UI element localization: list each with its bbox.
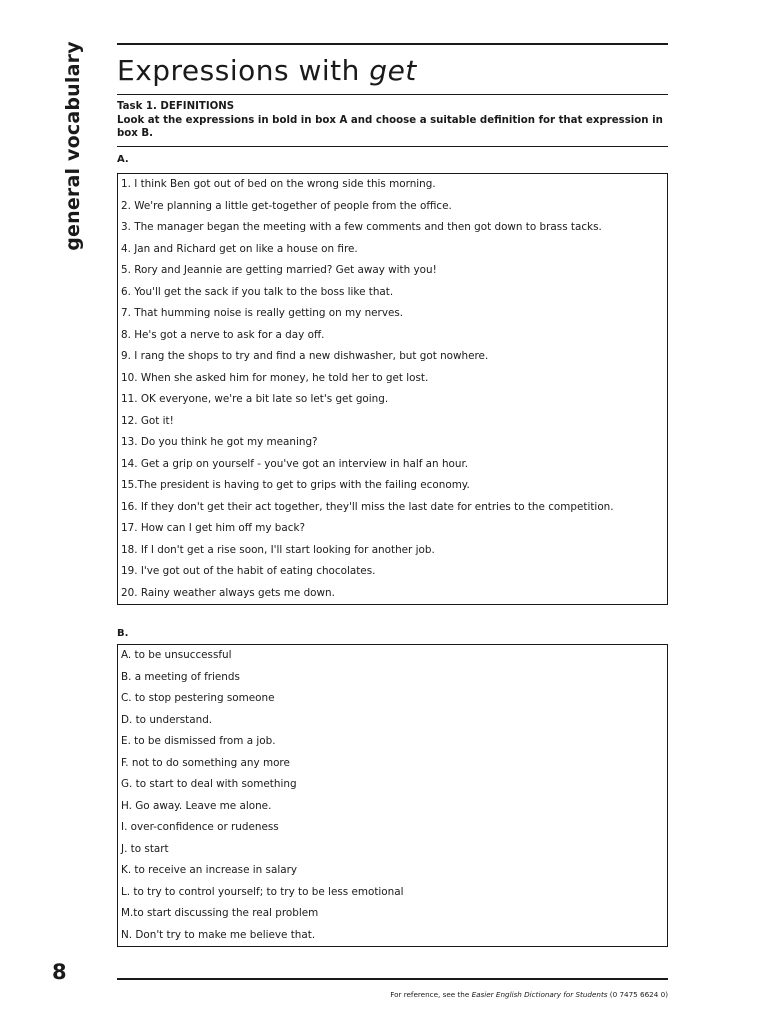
page-title xyxy=(117,52,417,90)
task-description: Look at the expressions in bold in box A and choose a suitable definition for that expression in box B. xyxy=(117,114,663,139)
definition-item: D. to understand. xyxy=(121,713,213,726)
definition-item: B. a meeting of friends xyxy=(121,670,240,683)
expression-item: 19. I've got out of the habit of eating chocolates. xyxy=(121,565,376,577)
box-b-list xyxy=(118,645,667,946)
expression-item: 10. When she asked him for money, he told her to get lost. xyxy=(121,371,429,384)
footer-book-title: Easier English Dictionary for Students xyxy=(471,990,608,999)
expression-item: 20. Rainy weather always gets me down. xyxy=(121,586,335,599)
expression-item: 1. I think Ben got out of bed on the wrong side this morning. xyxy=(121,178,436,190)
footer-reference xyxy=(390,990,668,999)
definition-item: G. to start to deal with something xyxy=(121,778,297,790)
definition-item: K. to receive an increase in salary xyxy=(121,864,298,876)
definition-item: A. to be unsuccessful xyxy=(121,649,232,661)
expression-item: 6. You'll get the sack if you talk to the boss like that. xyxy=(121,285,394,298)
box-b xyxy=(117,644,668,947)
box-b-label: B. xyxy=(117,628,129,639)
expression-item: 18. If I don't get a rise soon, I'll start looking for another job. xyxy=(121,543,435,556)
definition-item: C. to stop pestering someone xyxy=(121,692,275,704)
expression-item: 5. Rory and Jeannie are getting married? Get away with you! xyxy=(121,264,437,276)
definition-item: F. not to do something any more xyxy=(121,756,290,769)
task-instructions xyxy=(117,100,668,141)
title-divider xyxy=(117,94,668,95)
expression-item: 12. Got it! xyxy=(121,414,174,427)
definition-item: H. Go away. Leave me alone. xyxy=(121,799,272,812)
top-divider xyxy=(117,43,668,45)
expression-item: 15.The president is having to get to grips with the failing economy. xyxy=(121,479,470,491)
definition-item: J. to start xyxy=(121,842,169,855)
page-title-emphasis: get xyxy=(369,54,417,87)
task-divider xyxy=(117,146,668,147)
expression-item: 4. Jan and Richard get on like a house on fire. xyxy=(121,242,358,255)
footer-prefix: For reference, see the xyxy=(390,990,472,999)
expression-item: 17. How can I get him off my back? xyxy=(121,522,305,534)
page-title-prefix: Expressions with xyxy=(117,54,370,87)
definition-item: M.to start discussing the real problem xyxy=(121,907,319,919)
task-title: Task 1. DEFINITIONS xyxy=(117,101,235,112)
definition-item: E. to be dismissed from a job. xyxy=(121,735,276,747)
section-side-label-text: general vocabulary xyxy=(62,41,84,251)
expression-item: 9. I rang the shops to try and find a new dishwasher, but got nowhere. xyxy=(121,350,489,362)
box-a xyxy=(117,173,668,605)
page-number: 8 xyxy=(52,960,67,984)
footer-suffix: (0 7475 6624 0) xyxy=(607,990,668,999)
definition-item: I. over-confidence or rudeness xyxy=(121,821,279,833)
box-a-label: A. xyxy=(117,154,129,165)
section-side-label xyxy=(56,41,90,251)
expression-item: 8. He's got a nerve to ask for a day off. xyxy=(121,328,325,341)
expression-item: 14. Get a grip on yourself - you've got an interview in half an hour. xyxy=(121,457,469,470)
expression-item: 13. Do you think he got my meaning? xyxy=(121,436,318,448)
expression-item: 16. If they don't get their act together, they'll miss the last date for entries to the competition. xyxy=(121,500,614,513)
definition-item: N. Don't try to make me believe that. xyxy=(121,928,316,941)
bottom-divider xyxy=(117,978,668,980)
expression-item: 2. We're planning a little get-together of people from the office. xyxy=(121,199,452,212)
expression-item: 3. The manager began the meeting with a few comments and then got down to brass tacks. xyxy=(121,221,602,233)
expression-item: 7. That humming noise is really getting on my nerves. xyxy=(121,307,404,319)
definition-item: L. to try to control yourself; to try to be less emotional xyxy=(121,885,404,898)
expression-item: 11. OK everyone, we're a bit late so let's get going. xyxy=(121,393,389,405)
box-a-list xyxy=(118,174,667,604)
